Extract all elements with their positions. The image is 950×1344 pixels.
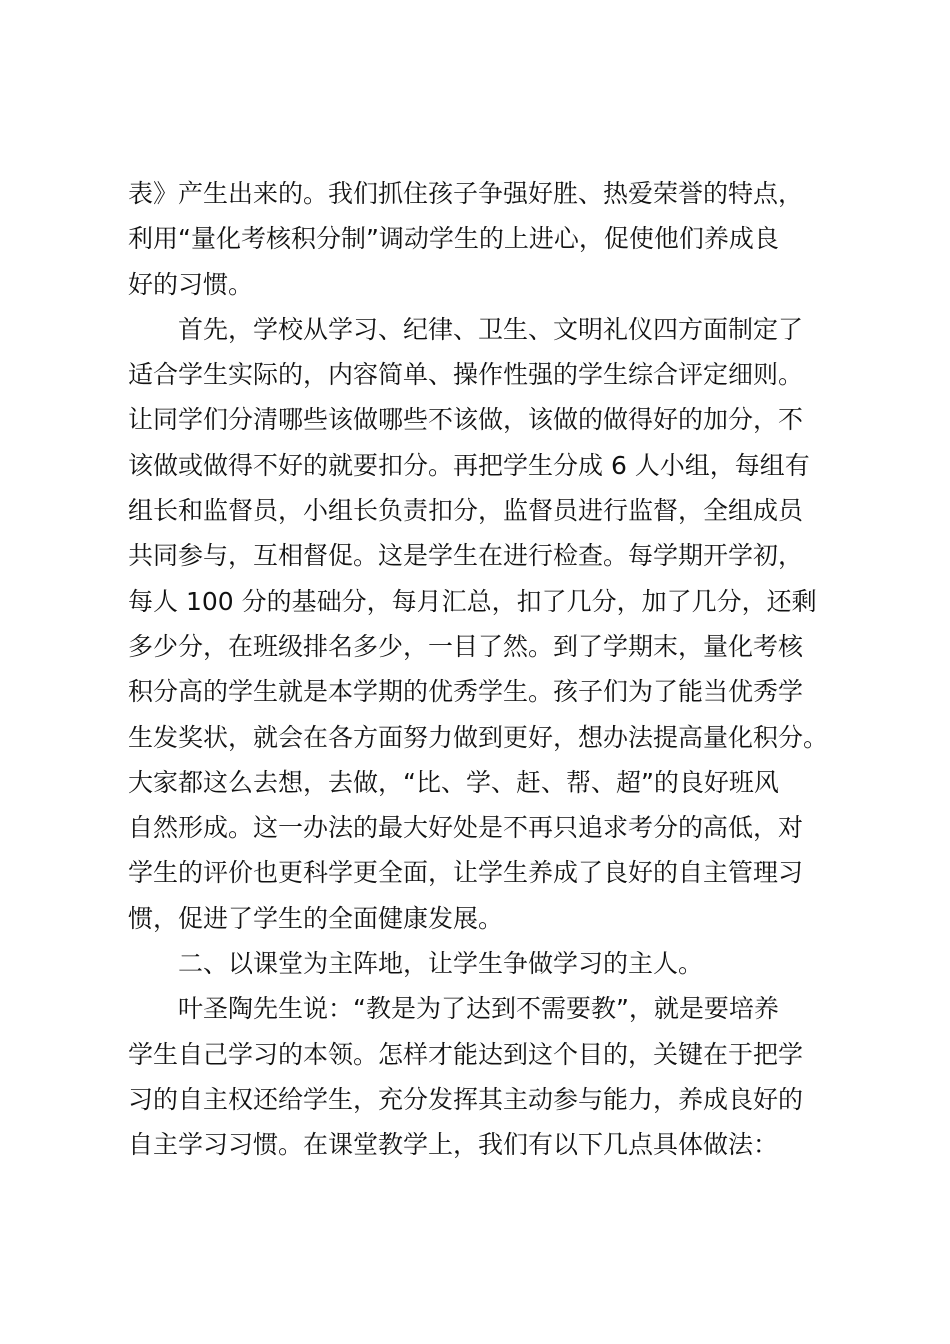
text-line: 组长和监督员，小组长负责扣分，监督员进行监督，全组成员	[128, 496, 804, 526]
text-line: 学生的评价也更科学更全面，让学生养成了良好的自主管理习	[128, 858, 804, 888]
text-line: 该做或做得不好的就要扣分。再把学生分成 6 人小组，每组有	[128, 450, 810, 480]
text-line: 生发奖状，就会在各方面努力做到更好，想办法提高量化积分。	[128, 722, 829, 752]
text-line: 共同参与，互相督促。这是学生在进行检查。每学期开学初，	[128, 541, 804, 571]
text-line: 表》产生出来的。我们抓住孩子争强好胜、热爱荣誉的特点，	[128, 179, 804, 208]
text-line: 学生自己学习的本领。怎样才能达到这个目的，关键在于把学	[128, 1039, 804, 1069]
text-line: 让同学们分清哪些该做哪些不该做，该做的做得好的加分，不	[128, 405, 804, 435]
section-heading: 二、以课堂为主阵地，让学生争做学习的主人。	[128, 949, 704, 979]
text-line: 每人 100 分的基础分，每月汇总，扣了几分，加了几分，还剩	[128, 586, 817, 616]
text-line: 适合学生实际的，内容简单、操作性强的学生综合评定细则。	[128, 360, 804, 390]
text-line: 积分高的学生就是本学期的优秀学生。孩子们为了能当优秀学	[128, 677, 804, 707]
text-line: 自然形成。这一办法的最大好处是不再只追求考分的高低，对	[128, 813, 804, 843]
text-line: 好的习惯。	[128, 269, 254, 299]
text-line: 首先，学校从学习、纪律、卫生、文明礼仪四方面制定了	[128, 314, 804, 344]
text-line: 大家都这么去想，去做，“比、学、赶、帮、超”的良好班风	[128, 767, 779, 797]
text-line: 自主学习习惯。在课堂教学上，我们有以下几点具体做法：	[128, 1130, 779, 1160]
body-text	[128, 171, 848, 1168]
text-line: 习的自主权还给学生，充分发挥其主动参与能力，养成良好的	[128, 1084, 804, 1114]
text-line: 多少分，在班级排名多少，一目了然。到了学期末，量化考核	[128, 631, 804, 661]
text-line: 叶圣陶先生说：“教是为了达到不需要教”，就是要培养	[128, 994, 779, 1024]
text-line: 惯，促进了学生的全面健康发展。	[128, 903, 504, 933]
text-line: 利用“量化考核积分制”调动学生的上进心，促使他们养成良	[128, 224, 779, 254]
